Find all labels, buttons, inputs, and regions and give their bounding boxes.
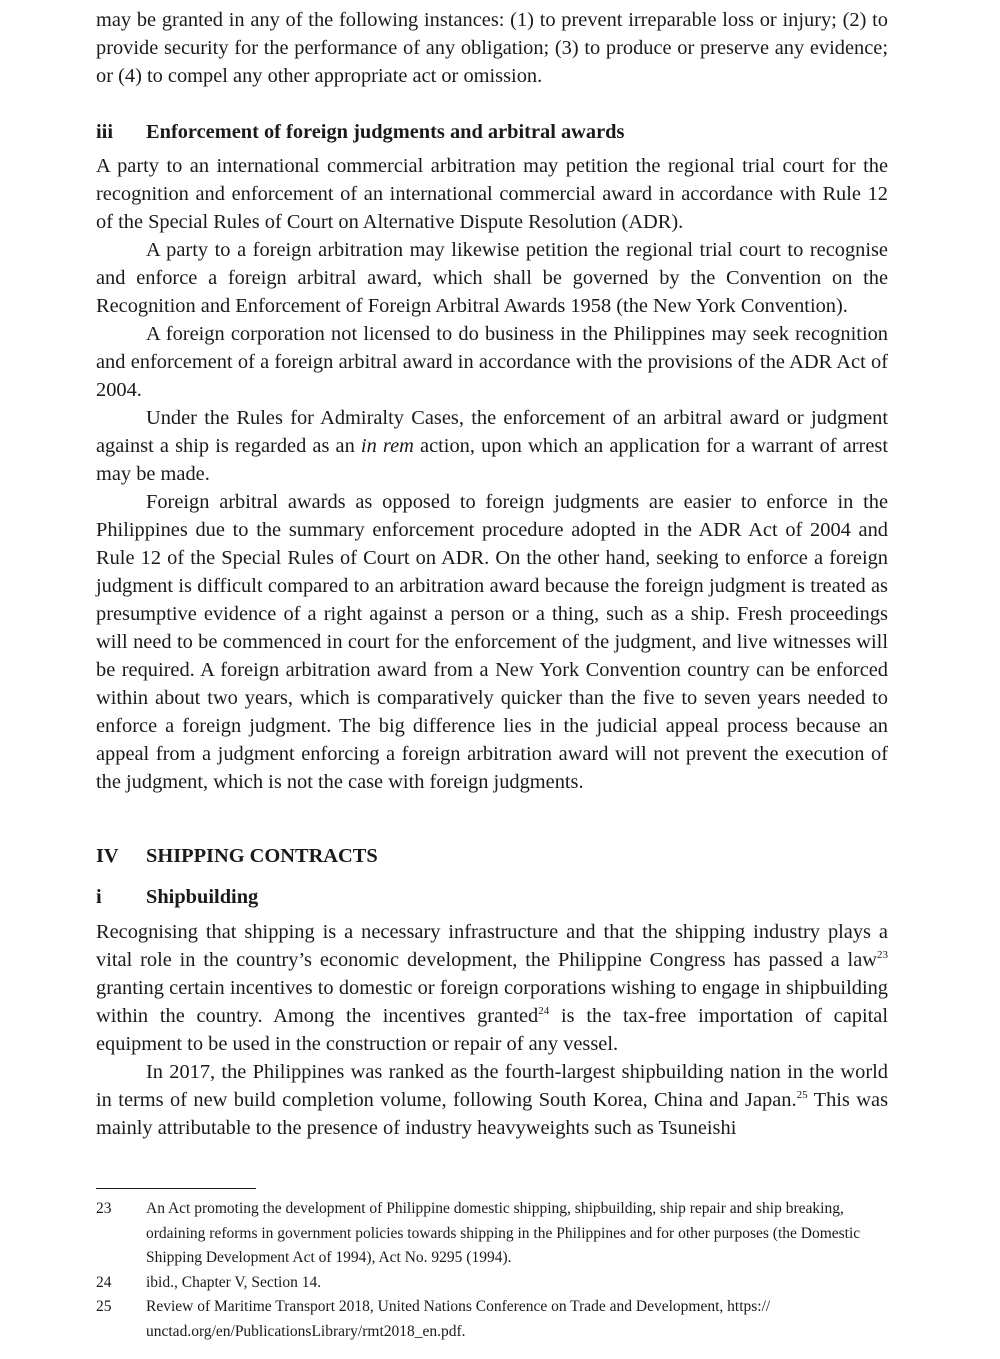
page-body — [96, 0, 888, 1142]
footnote-divider — [96, 1188, 256, 1189]
footnote-number: 24 — [96, 1273, 112, 1291]
text-run: is the tax-free importation of capital equipment to be used in the construction or repair of any vessel. — [96, 1005, 889, 1055]
footnote-text: ibid., Chapter V, Section 14. — [146, 1273, 322, 1291]
section-heading-iv — [96, 842, 888, 870]
paragraph-admiralty — [96, 404, 888, 488]
paragraph-intro: may be granted in any of the following instances: (1) to prevent irreparable loss or injury; (2) to provide security for the performance of any obligation; (3) to produce or preserve any evidence; or (4) to compel any other appropriate act or omission. — [96, 9, 888, 87]
italic-term: in rem — [360, 435, 414, 457]
footnote-item — [96, 1295, 888, 1344]
text-run: Recognising that shipping is a necessary infrastructure and that the shipping industry plays a vital role in the country’s economic development, the Philippine Congress has passed a law — [96, 921, 888, 971]
text-run: action, upon which an application for a warrant of arrest may be made. — [96, 435, 888, 485]
footnote-text[interactable]: Review of Maritime Transport 2018, United Nations Conference on Trade and Development, https:// unctad.org/en/PublicationsLibrary/rmt2018_en.pdf. — [146, 1298, 771, 1340]
subheading-title: Enforcement of foreign judgments and arbitral awards — [146, 121, 625, 143]
section-number: IV — [96, 845, 119, 867]
paragraph-ranking — [96, 1058, 888, 1142]
paragraph: A party to an international commercial arbitration may petition the regional trial court for the recognition and enforcement of an international commercial award in accordance with Rule 12 of the Special Rules of Court on Alternative Dispute Resolution (ADR). — [96, 155, 888, 233]
subheading-number: i — [96, 886, 102, 908]
footnote-text: An Act promoting the development of Philippine domestic shipping, shipbuilding, ship repair and ship breaking, ordaining reforms in government policies towards shipping in the Philippines and for other purposes (the Domestic Shipping Development Act of 1994), Act No. 9295 (1994). — [146, 1200, 861, 1266]
paragraph: A party to a foreign arbitration may likewise petition the regional trial court to recognise and enforce a foreign arbitral award, which shall be governed by the Convention on the Recognition and Enforcement of Foreign Arbitral Awards 1958 (the New York Convention). — [96, 239, 888, 317]
text-run: In 2017, the Philippines was ranked as the fourth-largest shipbuilding nation in the world in terms of new build completion volume, following South Korea, China and Japan. — [96, 1061, 888, 1111]
paragraph: A foreign corporation not licensed to do business in the Philippines may seek recognition and enforcement of a foreign arbitral award in accordance with the provisions of the ADR Act of 2004. — [96, 323, 888, 401]
subheading-i — [96, 883, 888, 911]
subheading-iii — [96, 118, 888, 146]
paragraph-shipbuilding — [96, 918, 888, 1058]
footnotes — [96, 1197, 888, 1344]
text-run: Under the Rules for Admiralty Cases, the enforcement of an arbitral award or judgment against a ship is regarded as an — [96, 407, 888, 457]
footnote-number: 25 — [96, 1298, 112, 1315]
footnote-number: 23 — [96, 1200, 112, 1217]
section-title: SHIPPING CONTRACTS — [146, 845, 378, 867]
subheading-number: iii — [96, 121, 113, 143]
footnote-item — [96, 1197, 888, 1271]
footnote-ref[interactable]: 24 — [538, 1005, 550, 1018]
text-run: This was mainly attributable to the presence of industry heavyweights such as Tsuneishi — [96, 1089, 888, 1139]
footnote-ref[interactable]: 25 — [796, 1089, 808, 1102]
footnote-ref[interactable]: 23 — [877, 949, 888, 962]
paragraph: Foreign arbitral awards as opposed to foreign judgments are easier to enforce in the Philippines due to the summary enforcement procedure adopted in the ADR Act of 2004 and Rule 12 of the Special Rules of Court on ADR. On the other hand, seeking to enforce a foreign judgment is difficult compared to an arbitration award because the foreign judgment is treated as presumptive evidence of a right against a person or a thing, such as a ship. Fresh proceedings will need to be commenced in court for the enforcement of the judgment, and live witnesses will be required. A foreign arbitration award from a New York Convention country can be enforced within about two years, which is comparatively quicker than the five to seven years needed to enforce a foreign judgment. The big difference lies in the judicial appeal process because an appeal from a judgment enforcing a foreign arbitration award will not prevent the execution of the judgment, which is not the case with foreign judgments. — [96, 491, 888, 793]
text-run: granting certain incentives to domestic or foreign corporations wishing to engage in shipbuilding within the country. Among the incentives granted — [96, 977, 888, 1027]
footnote-item — [96, 1271, 888, 1296]
subheading-title: Shipbuilding — [146, 886, 259, 908]
